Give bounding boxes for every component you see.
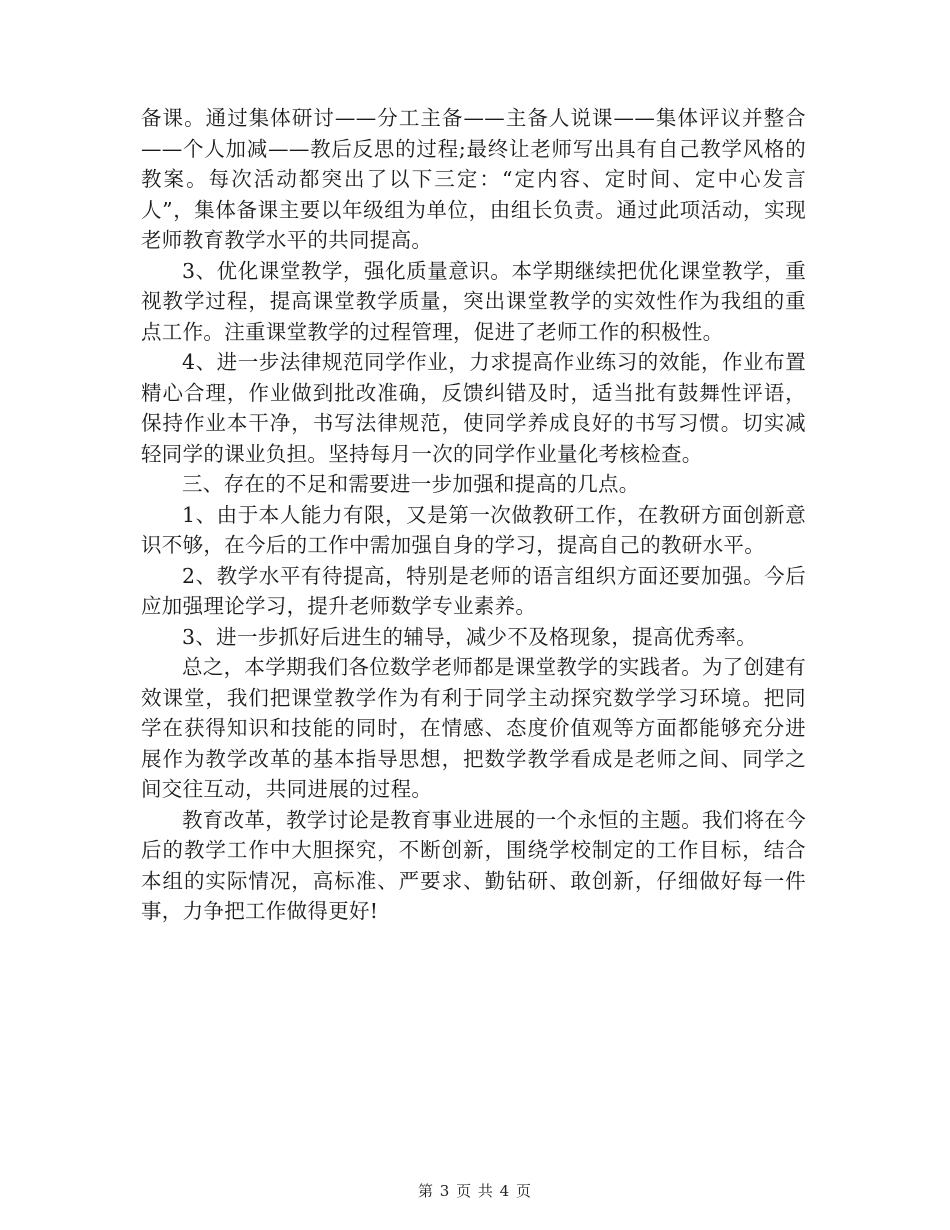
paragraph-conclusion: 教育改革，教学讨论是教育事业进展的一个永恒的主题。我们将在今后的教学工作中大胆探究，不断创新，围绕学校制定的工作目标，结合本组的实际情况，高标准、严要求、勤钻研、敢创新，仔细做好每一件事，力争把工作做得更好!: [141, 807, 806, 923]
paragraph-optimize-classroom: 3、优化课堂教学，强化质量意识。本学期继续把优化课堂教学，重视教学过程，提高课堂教学质量，突出课堂教学的实效性作为我组的重点工作。注重课堂教学的过程管理，促进了老师工作的积极性。: [141, 258, 806, 344]
paragraph-summary: 总之，本学期我们各位数学老师都是课堂教学的实践者。为了创建有效课堂，我们把课堂教学作为有利于同学主动探究数学学习环境。把同学在获得知识和技能的同时，在情感、态度价值观等方面都能够充分进展作为教学改革的基本指导思想，把数学教学看成是老师之间、同学之间交往互动，共同进展的过程。: [141, 655, 806, 801]
paragraph-struggling-students: 3、进一步抓好后进生的辅导，减少不及格现象，提高优秀率。: [182, 624, 757, 649]
paragraph-homework-standards: 4、进一步法律规范同学作业，力求提高作业练习的效能，作业布置精心合理，作业做到批改准确，反馈纠错及时，适当批有鼓舞性评语，保持作业本干净，书写法律规范，使同学养成良好的书写习惯。切实减轻同学的课业负担。坚持每月一次的同学作业量化考核检查。: [141, 350, 806, 466]
page-number-footer: 第 3 页 共 4 页: [418, 1182, 532, 1200]
paragraph-research-ability: 1、由于本人能力有限，又是第一次做教研工作，在教研方面创新意识不够，在今后的工作中需加强自身的学习，提高自己的教研水平。: [141, 502, 806, 557]
paragraph-lesson-prep-process: 备课。通过集体研讨——分工主备——主备人说课——集体评议并整合——个人加减——教后反思的过程;最终让老师写出具有自己教学风格的教案。每次活动都突出了以下三定：“定内容、定时间、定中心发言人”，集体备课主要以年级组为单位，由组长负责。通过此项活动，实现老师教育教学水平的共同提高。: [141, 106, 806, 252]
paragraph-teaching-level: 2、教学水平有待提高，特别是老师的语言组织方面还要加强。今后应加强理论学习，提升老师数学专业素养。: [141, 563, 806, 618]
document-body: [141, 103, 806, 927]
section-heading-shortcomings: 三、存在的不足和需要进一步加强和提高的几点。: [182, 472, 640, 496]
